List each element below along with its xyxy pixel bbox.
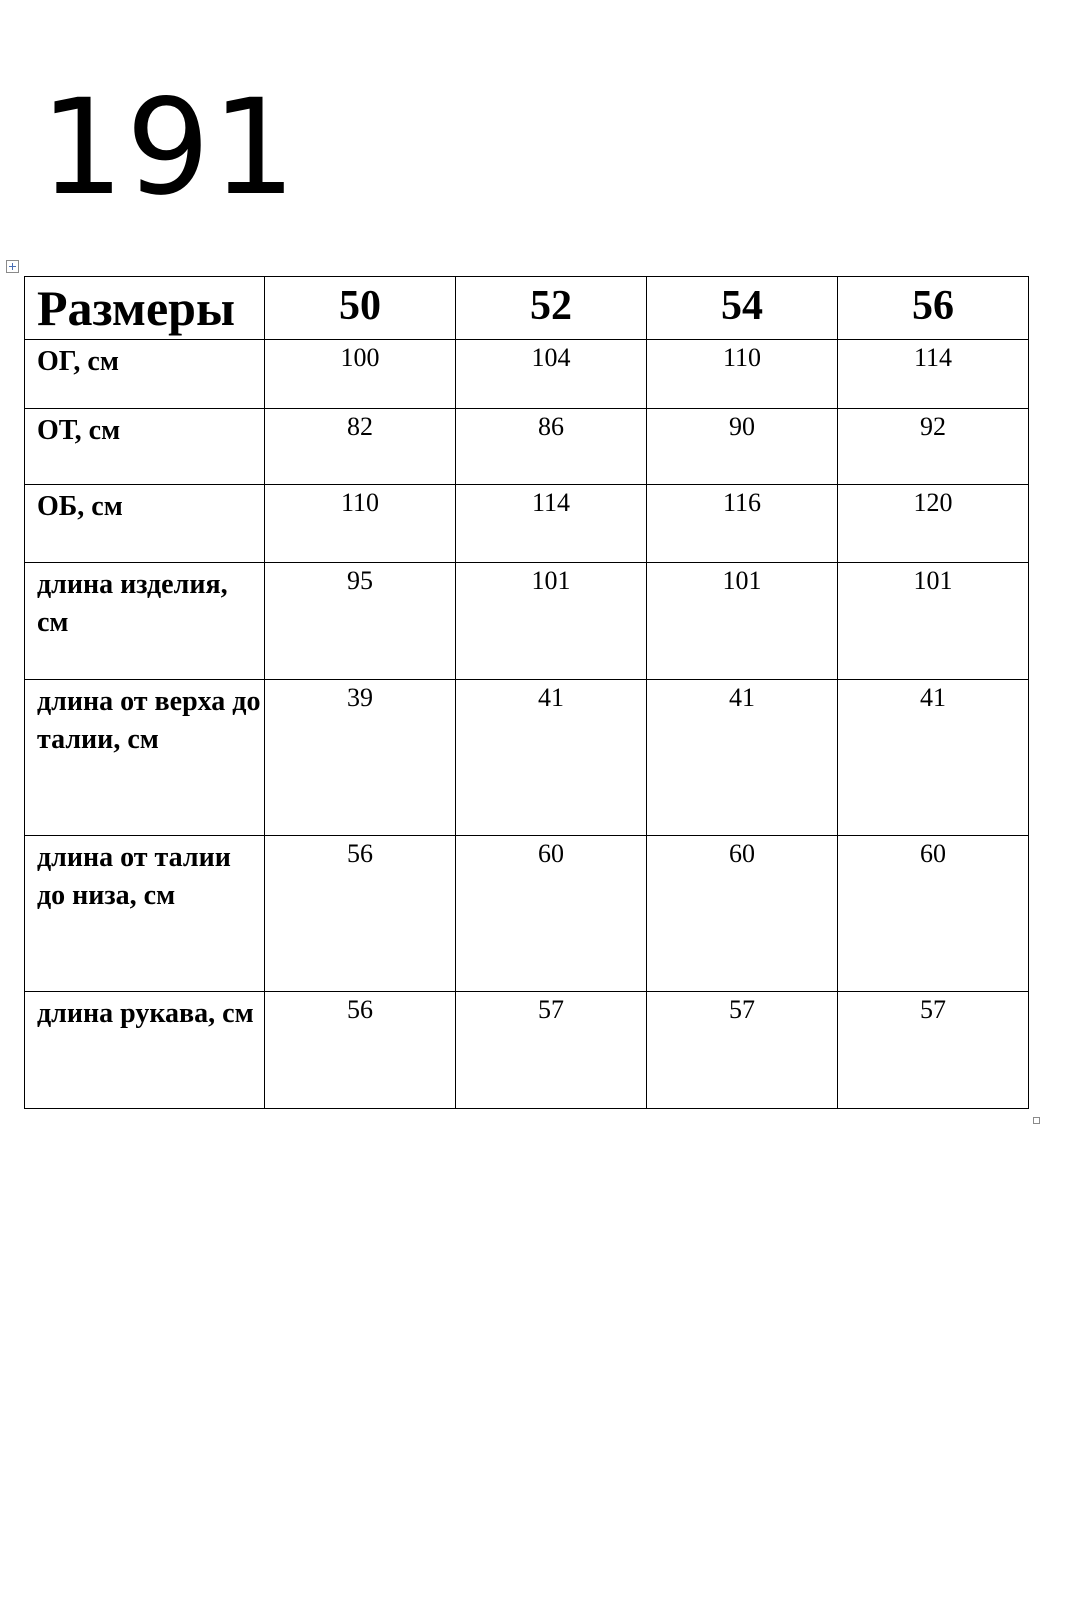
value-cell: 60 — [456, 836, 647, 992]
value-cell: 41 — [647, 680, 838, 836]
value-cell: 110 — [265, 485, 456, 563]
row-label-cell: длина рукава, см — [25, 992, 265, 1109]
value-cell: 39 — [265, 680, 456, 836]
value-cell: 57 — [647, 992, 838, 1109]
table-row — [25, 485, 1029, 563]
value-cell: 56 — [265, 992, 456, 1109]
value-cell: 82 — [265, 409, 456, 485]
value-cell: 100 — [265, 340, 456, 409]
value-cell: 57 — [456, 992, 647, 1109]
row-label-cell: ОГ, см — [25, 340, 265, 409]
header-size-cell: 54 — [647, 277, 838, 340]
value-cell: 86 — [456, 409, 647, 485]
table-header-row — [25, 277, 1029, 340]
value-cell: 101 — [838, 563, 1029, 680]
value-cell: 57 — [838, 992, 1029, 1109]
header-size-cell: 52 — [456, 277, 647, 340]
row-label-cell: длина от талии до низа, см — [25, 836, 265, 992]
header-label-cell: Размеры — [25, 277, 265, 340]
value-cell: 41 — [838, 680, 1029, 836]
value-cell: 104 — [456, 340, 647, 409]
value-cell: 120 — [838, 485, 1029, 563]
value-cell: 114 — [838, 340, 1029, 409]
row-label-cell: длина от верха до талии, см — [25, 680, 265, 836]
row-label-cell: длина изделия, см — [25, 563, 265, 680]
value-cell: 101 — [647, 563, 838, 680]
row-label-cell: ОБ, см — [25, 485, 265, 563]
value-cell: 114 — [456, 485, 647, 563]
value-cell: 60 — [838, 836, 1029, 992]
value-cell: 95 — [265, 563, 456, 680]
table-row — [25, 836, 1029, 992]
table-resize-handle-icon[interactable] — [1033, 1117, 1040, 1124]
size-chart-table — [24, 276, 1029, 1109]
row-label-cell: ОТ, см — [25, 409, 265, 485]
value-cell: 110 — [647, 340, 838, 409]
table-row — [25, 409, 1029, 485]
table-row — [25, 992, 1029, 1109]
value-cell: 92 — [838, 409, 1029, 485]
table-row — [25, 563, 1029, 680]
table-row — [25, 340, 1029, 409]
value-cell: 101 — [456, 563, 647, 680]
table-row — [25, 680, 1029, 836]
value-cell: 41 — [456, 680, 647, 836]
value-cell: 56 — [265, 836, 456, 992]
value-cell: 116 — [647, 485, 838, 563]
table-move-handle-icon[interactable] — [6, 260, 19, 273]
header-size-cell: 56 — [838, 277, 1029, 340]
value-cell: 60 — [647, 836, 838, 992]
document-number: 191 — [40, 71, 298, 225]
header-size-cell: 50 — [265, 277, 456, 340]
value-cell: 90 — [647, 409, 838, 485]
